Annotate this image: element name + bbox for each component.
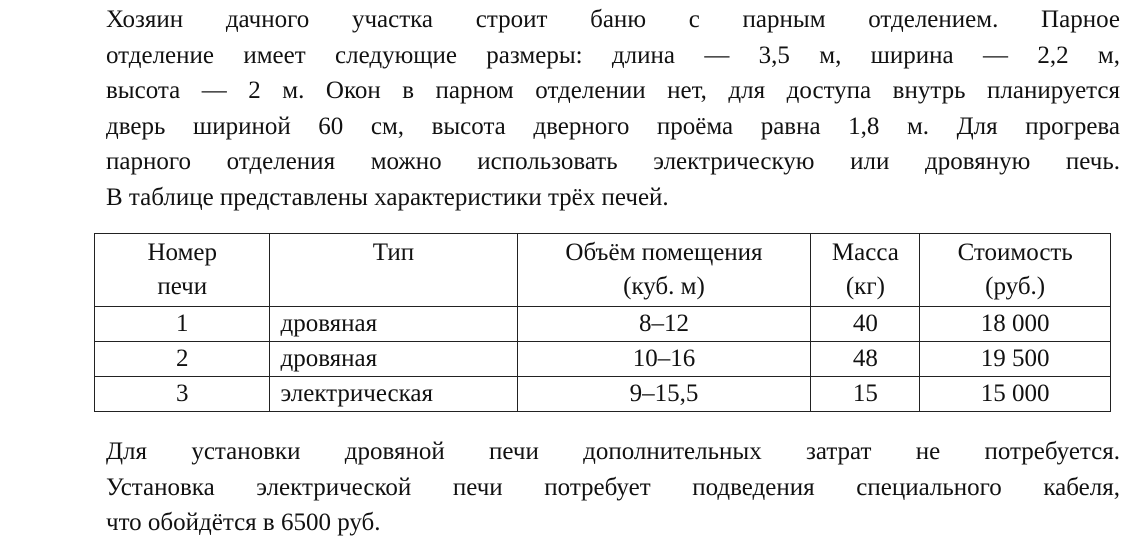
cell-type: дровяная — [270, 342, 517, 377]
cell-cost: 19 500 — [920, 342, 1111, 377]
header-line: (кг) — [845, 273, 885, 300]
table-row — [95, 377, 1111, 412]
header-line: (руб.) — [985, 273, 1046, 300]
cell-cost: 15 000 — [920, 377, 1111, 412]
header-room-volume — [517, 234, 811, 307]
header-line: Тип — [372, 239, 415, 266]
table-header-row — [95, 234, 1111, 307]
cell-mass: 15 — [811, 377, 920, 412]
table-row — [95, 307, 1111, 342]
table-header — [95, 234, 1111, 307]
header-line: печи — [157, 273, 208, 300]
cell-volume: 9–15,5 — [517, 377, 811, 412]
cell-number: 1 — [95, 307, 270, 342]
header-line: (куб. м) — [623, 273, 705, 300]
cell-type: дровяная — [270, 307, 517, 342]
intro-paragraph — [106, 2, 1120, 215]
outro-line: что обойдётся в 6500 руб. — [106, 509, 381, 536]
cell-volume: 8–12 — [517, 307, 811, 342]
header-line: Номер — [147, 239, 217, 266]
intro-line: дверь шириной 60 см, высота дверного проёма равна 1,8 м. Для прогрева — [106, 112, 1120, 140]
intro-line: отделение имеет следующие размеры: длина — 3,5 м, ширина — 2,2 м, — [106, 41, 1120, 69]
header-line: Объём помещения — [565, 239, 763, 266]
table-row — [95, 342, 1111, 377]
header-line — [276, 270, 510, 304]
intro-line: парного отделения можно использовать электрическую или дровяную печь. — [106, 148, 1120, 175]
cell-mass: 40 — [811, 307, 920, 342]
cell-number: 2 — [95, 342, 270, 377]
header-mass — [811, 234, 920, 307]
outro-line: Для установки дровяной печи дополнительных затрат не потребуется. — [106, 438, 1120, 465]
cell-volume: 10–16 — [517, 342, 811, 377]
outro-line: Установка электрической печи потребует подведения специального кабеля, — [106, 473, 1120, 501]
table-body — [95, 307, 1111, 412]
outro-paragraph — [106, 434, 1120, 541]
header-line: Масса — [831, 239, 899, 266]
cell-mass: 48 — [811, 342, 920, 377]
cell-type: электрическая — [270, 377, 517, 412]
intro-line: высота — 2 м. Окон в парном отделении нет, для доступа внутрь планируется — [106, 77, 1120, 104]
header-stove-number — [95, 234, 270, 307]
intro-line: Хозяин дачного участка строит баню с парным отделением. Парное — [106, 6, 1120, 33]
header-type — [270, 234, 517, 307]
header-line: Стоимость — [957, 239, 1073, 266]
intro-line: В таблице представлены характеристики трёх печей. — [106, 183, 669, 211]
cell-number: 3 — [95, 377, 270, 412]
header-cost — [920, 234, 1111, 307]
stoves-table — [94, 233, 1111, 412]
cell-cost: 18 000 — [920, 307, 1111, 342]
